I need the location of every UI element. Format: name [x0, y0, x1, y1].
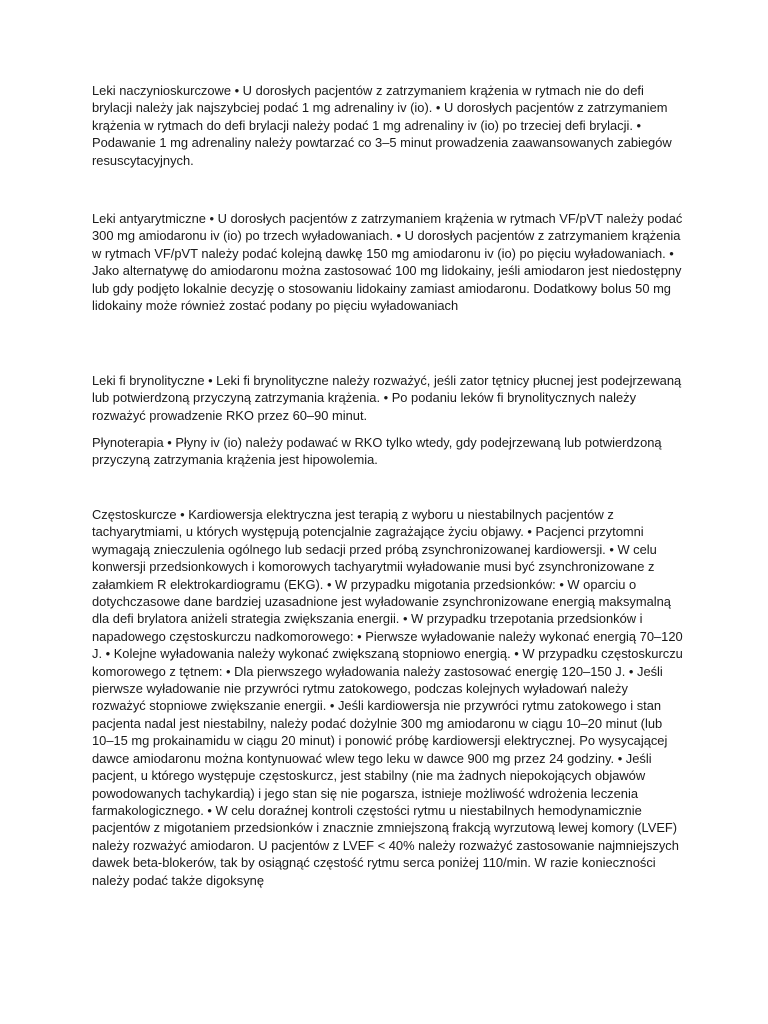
paragraph-antiarrhythmics: Leki antyarytmiczne • U dorosłych pacjentów z zatrzymaniem krążenia w rytmach VF/pVT należy podać 300 mg amiodaronu iv (io) po trzech wyładowaniach. • U dorosłych pacjentów z zatrzymaniem krążenia w rytmach VF/pVT należy podać kolejną dawkę 150 mg amiodaronu iv (io) po pięciu wyładowaniach. • Jako alternatywę do amiodaronu można zastosować 100 mg lidokainy, jeśli amiodaron jest niedostępny lub gdy podjęto lokalnie decyzję o stosowaniu lidokainy zamiast amiodaronu. Dodatkowy bolus 50 mg lidokainy może również zostać podany po pięciu wyładowaniach	[92, 211, 683, 314]
paragraph-vasopressors: Leki naczynioskurczowe • U dorosłych pacjentów z zatrzymaniem krążenia w rytmach nie do defi brylacji należy jak najszybciej podać 1 mg adrenaliny iv (io). • U dorosłych pacjentów z zatrzymaniem krążenia w rytmach do defi brylacji należy podać 1 mg adrenaliny iv (io) po trzeciej defi brylacji. • Podawanie 1 mg adrenaliny należy powtarzać co 3–5 minut prowadzenia zaawansowanych zabiegów resuscytacyjnych.	[92, 83, 672, 168]
paragraph-fibrinolytics: Leki fi brynolityczne • Leki fi brynolityczne należy rozważyć, jeśli zator tętnicy płucnej jest podejrzewaną lub potwierdzoną przyczyną zatrzymania krążenia. • Po podaniu leków fi brynolitycznych należy rozważyć prowadzenie RKO przez 60–90 minut.	[92, 373, 682, 423]
paragraph-fluid-therapy: Płynoterapia • Płyny iv (io) należy podawać w RKO tylko wtedy, gdy podejrzewaną lub potwierdzoną przyczyną zatrzymania krążenia jest hipowolemia.	[92, 435, 662, 468]
paragraph-tachycardias: Częstoskurcze • Kardiowersja elektryczna jest terapią z wyboru u niestabilnych pacjentów z tachyarytmiami, u których występują potencjalnie zagrażające życiu objawy. • Pacjenci przytomni wymagają znieczulenia ogólnego lub sedacji przed próbą zsynchronizowanej kardiowersji. • W celu konwersji przedsionkowych i komorowych tachyarytmii wyładowanie musi być zsynchronizowane z załamkiem R elektrokardiogramu (EKG). • W przypadku migotania przedsionków: • W oparciu o dotychczasowe dane bardziej uzasadnione jest wyładowanie zsynchronizowane energią maksymalną dla defi brylatora aniżeli strategia zwiększania energii. • W przypadku trzepotania przedsionków i napadowego częstoskurczu nadkomorowego: • Pierwsze wyładowanie należy wykonać energią 70–120 J. • Kolejne wyładowania należy wykonać zwiększaną stopniowo energią. • W przypadku częstoskurczu komorowego z tętnem: • Dla pierwszego wyładowania należy zastosować energię 120–150 J. • Jeśli pierwsze wyładowanie nie przywróci rytmu zatokowego, podczas kolejnych wyładowań należy rozważyć stopniowe zwiększanie energii. • Jeśli kardiowersja nie przywróci rytmu zatokowego i stan pacjenta nadal jest niestabilny, należy podać dożylnie 300 mg amiodaronu w ciągu 10–20 minut (lub 10–15 mg prokainamidu w ciągu 20 minut) i ponowić próbę kardiowersji elektrycznej. Po wysycającej dawce amiodaronu można kontynuować wlew tego leku w dawce 900 mg przez 24 godziny. • Jeśli pacjent, u którego występuje częstoskurcz, jest stabilny (nie ma żadnych niepokojących objawów powodowanych tachykardią) i jego stan się nie pogarsza, istnieje możliwość wdrożenia leczenia farmakologicznego. • W celu doraźnej kontroli częstości rytmu u niestabilnych hemodynamicznie pacjentów z migotaniem przedsionków i znacznie zmniejszoną frakcją wyrzutową lewej komory (LVEF) należy rozważyć amiodaron. U pacjentów z LVEF < 40% należy rozważyć zastosowanie najmniejszych dawek beta-blokerów, tak by osiągnąć częstość rytmu serca poniżej 110/min. W razie konieczności należy podać także digoksynę	[92, 507, 683, 888]
